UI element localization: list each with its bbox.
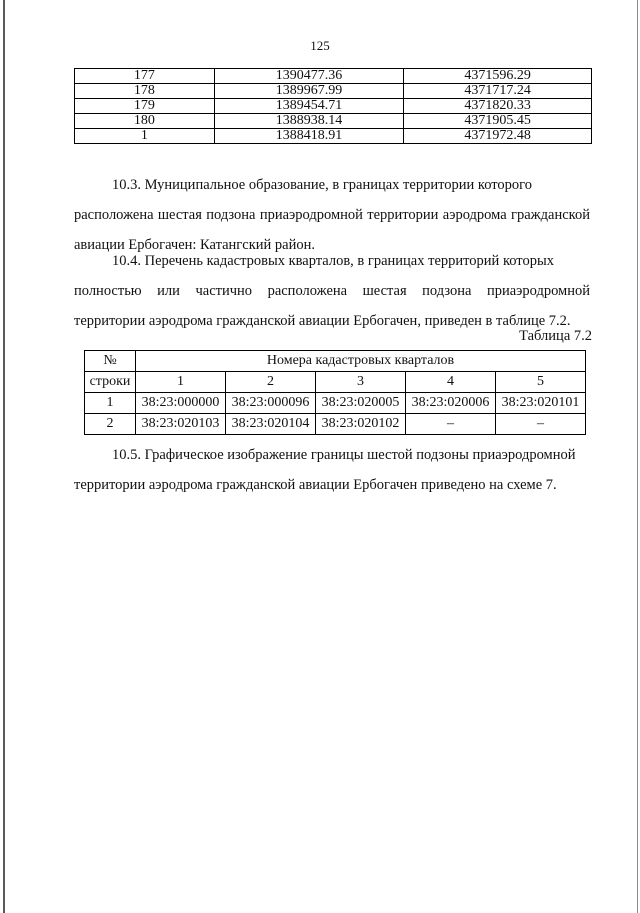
point-number-cell: 179 <box>75 99 215 114</box>
cadastral-number-cell: 38:23:020102 <box>316 414 406 435</box>
y-coordinate-cell: 4371820.33 <box>404 99 592 114</box>
column-header: 1 <box>136 372 226 393</box>
cadastral-number-cell: 38:23:020006 <box>406 393 496 414</box>
coordinates-table <box>74 68 592 144</box>
table-row <box>75 129 592 144</box>
row-number-header: № <box>85 351 136 372</box>
point-number-cell: 1 <box>75 129 215 144</box>
paragraph-10-4 <box>74 246 590 336</box>
column-header: 5 <box>496 372 586 393</box>
row-number-header-2: строки <box>85 372 136 393</box>
empty-dash-cell: – <box>406 414 496 435</box>
point-number-cell: 180 <box>75 114 215 129</box>
x-coordinate-cell: 1388938.14 <box>214 114 404 129</box>
y-coordinate-cell: 4371596.29 <box>404 69 592 84</box>
group-header: Номера кадастровых кварталов <box>136 351 586 372</box>
row-number-cell: 2 <box>85 414 136 435</box>
page-edge-left <box>3 0 5 913</box>
table-row <box>75 69 592 84</box>
y-coordinate-cell: 4371972.48 <box>404 129 592 144</box>
column-header: 4 <box>406 372 496 393</box>
row-number-cell: 1 <box>85 393 136 414</box>
cadastral-number-cell: 38:23:020103 <box>136 414 226 435</box>
x-coordinate-cell: 1389454.71 <box>214 99 404 114</box>
cadastral-number-cell: 38:23:000000 <box>136 393 226 414</box>
page-edge-right <box>637 0 638 913</box>
table-header-row <box>85 351 586 372</box>
x-coordinate-cell: 1388418.91 <box>214 129 404 144</box>
point-number-cell: 178 <box>75 84 215 99</box>
table-row <box>75 99 592 114</box>
paragraph-text: территории аэродрома гражданской авиации Ербогачен приведено на схеме 7. <box>74 477 557 493</box>
paragraph-text: расположена шестая подзона приаэродромной территории аэродрома гражданской авиации Ербогачен: Катангский район. <box>74 207 590 253</box>
paragraph-first-line: 10.4. Перечень кадастровых кварталов, в границах территорий которых <box>112 253 554 269</box>
cadastral-number-cell: 38:23:020104 <box>226 414 316 435</box>
point-number-cell: 177 <box>75 69 215 84</box>
cadastral-number-cell: 38:23:020005 <box>316 393 406 414</box>
paragraph-text: полностью или частично расположена шестая подзона приаэродромной территории аэродрома гражданской авиации Ербогачен, приведен в таблице 7.2. <box>74 283 590 329</box>
table-header-row <box>85 372 586 393</box>
y-coordinate-cell: 4371717.24 <box>404 84 592 99</box>
column-header: 3 <box>316 372 406 393</box>
x-coordinate-cell: 1390477.36 <box>214 69 404 84</box>
table-row <box>85 393 586 414</box>
table-caption: Таблица 7.2 <box>519 328 592 344</box>
table-row <box>85 414 586 435</box>
paragraph-first-line: 10.3. Муниципальное образование, в границах территории которого <box>112 177 532 193</box>
table-row <box>75 84 592 99</box>
x-coordinate-cell: 1389967.99 <box>214 84 404 99</box>
cadastral-blocks-table <box>84 350 586 435</box>
cadastral-number-cell: 38:23:000096 <box>226 393 316 414</box>
page-number: 125 <box>310 38 330 53</box>
cadastral-number-cell: 38:23:020101 <box>496 393 586 414</box>
paragraph-first-line: 10.5. Графическое изображение границы шестой подзоны приаэродромной <box>112 447 576 463</box>
empty-dash-cell: – <box>496 414 586 435</box>
column-header: 2 <box>226 372 316 393</box>
y-coordinate-cell: 4371905.45 <box>404 114 592 129</box>
paragraph-10-5 <box>74 440 590 500</box>
table-row <box>75 114 592 129</box>
